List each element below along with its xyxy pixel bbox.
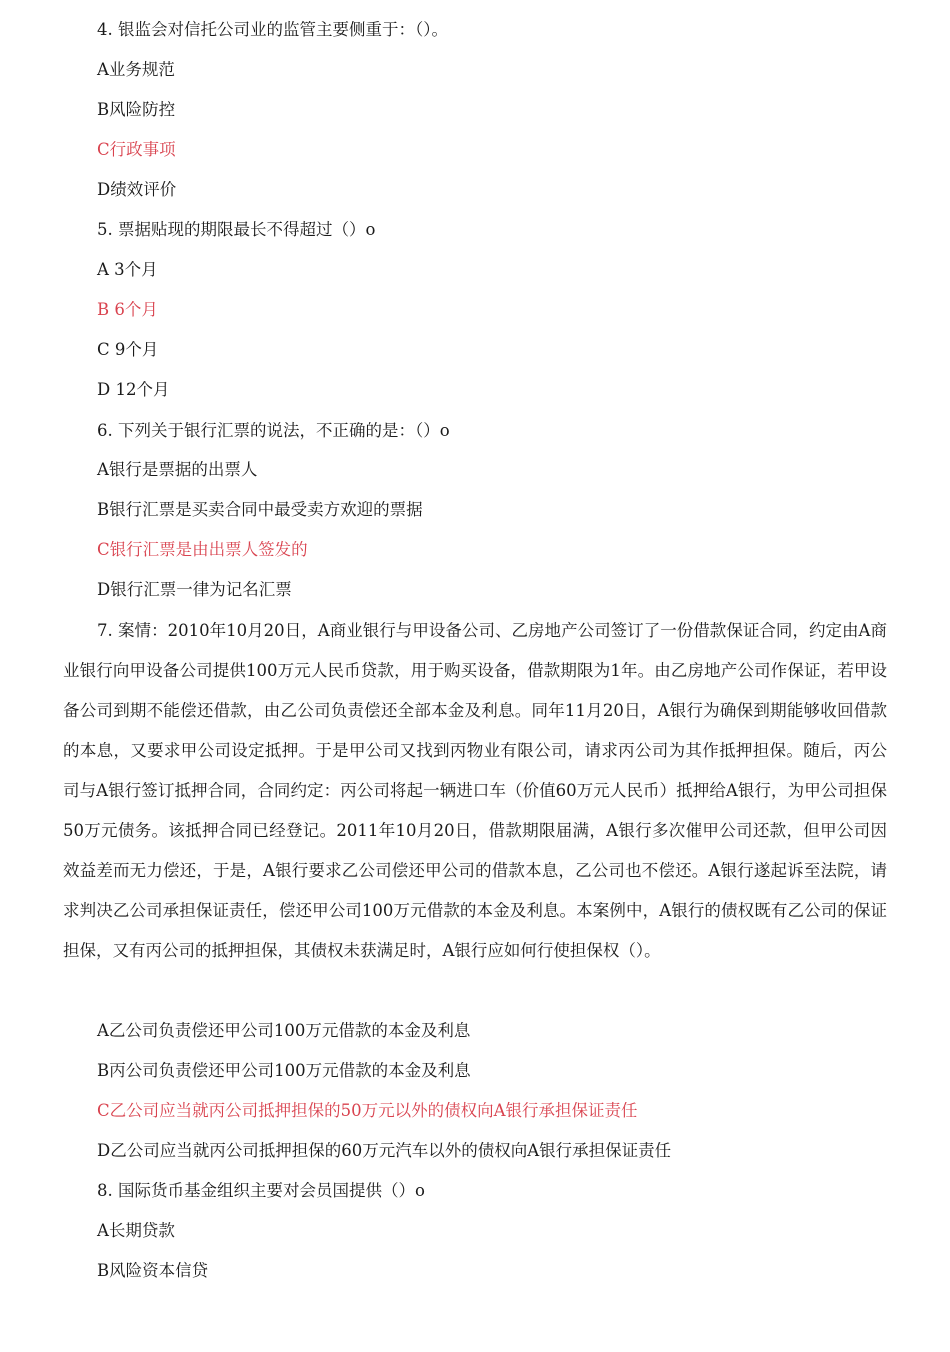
question-8-option-a: A长期贷款 [97, 1221, 175, 1240]
question-4-option-d: D绩效评价 [97, 180, 177, 199]
question-6-option-c-correct: C银行汇票是由出票人签发的 [97, 540, 308, 559]
question-7-option-a: A乙公司负责偿还甲公司100万元借款的本金及利息 [97, 1021, 471, 1040]
question-7-stem: 7. 案情：2010年10月20日，A商业银行与甲设备公司、乙房地产公司签订了一份借款保证合同，约定由A商业银行向甲设备公司提供100万元人民币贷款，用于购买设备，借款期限为1年。由乙房地产公司作保证，若甲设备公司到期不能偿还借款，由乙公司负责偿还全部本金及利息。同年11月20日，A银行为确保到期能够收回借款的本息，又要求甲公司设定抵押。于是甲公司又找到丙物业有限公司，请求丙公司为其作抵押担保。随后，丙公司与A银行签订抵押合同，合同约定：丙公司将起一辆进口车（价值60万元人民币）抵押给A银行，为甲公司担保50万元债务。该抵押合同已经登记。2011年10月20日，借款期限届满，A银行多次催甲公司还款，但甲公司因效益差而无力偿还，于是，A银行要求乙公司偿还甲公司的借款本息，乙公司也不偿还。A银行遂起诉至法院，请求判决乙公司承担保证责任，偿还甲公司100万元借款的本金及利息。本案例中，A银行的债权既有乙公司的保证担保，又有丙公司的抵押担保，其债权未获满足时，A银行应如何行使担保权（）。 [63, 621, 887, 960]
question-6-option-d: D银行汇票一律为记名汇票 [97, 580, 292, 599]
question-5-option-b-correct: B 6个月 [97, 300, 158, 319]
question-5-option-c: C 9个月 [97, 340, 159, 359]
question-7-option-d: D乙公司应当就丙公司抵押担保的60万元汽车以外的债权向A银行承担保证责任 [97, 1141, 672, 1160]
question-6-stem: 6. 下列关于银行汇票的说法，不正确的是：（）o [97, 421, 450, 440]
question-5-option-d: D 12个月 [97, 380, 170, 399]
question-8-stem: 8. 国际货币基金组织主要对会员国提供（）o [97, 1181, 425, 1200]
question-7-option-b: B丙公司负责偿还甲公司100万元借款的本金及利息 [97, 1061, 471, 1080]
question-8-option-b: B风险资本信贷 [97, 1261, 209, 1280]
question-7-case-paragraph [63, 611, 887, 971]
question-4-option-a: A业务规范 [97, 60, 175, 79]
question-4-option-c-correct: C行政事项 [97, 140, 176, 159]
question-5-option-a: A 3个月 [97, 260, 158, 279]
question-7-option-c-correct: C乙公司应当就丙公司抵押担保的50万元以外的债权向A银行承担保证责任 [97, 1101, 638, 1120]
question-4-stem: 4. 银监会对信托公司业的监管主要侧重于：（）。 [97, 20, 448, 39]
question-5-stem: 5. 票据贴现的期限最长不得超过（）o [97, 220, 376, 239]
question-6-option-a: A银行是票据的出票人 [97, 460, 258, 479]
question-6-option-b: B银行汇票是买卖合同中最受卖方欢迎的票据 [97, 500, 423, 519]
question-4-option-b: B风险防控 [97, 100, 176, 119]
